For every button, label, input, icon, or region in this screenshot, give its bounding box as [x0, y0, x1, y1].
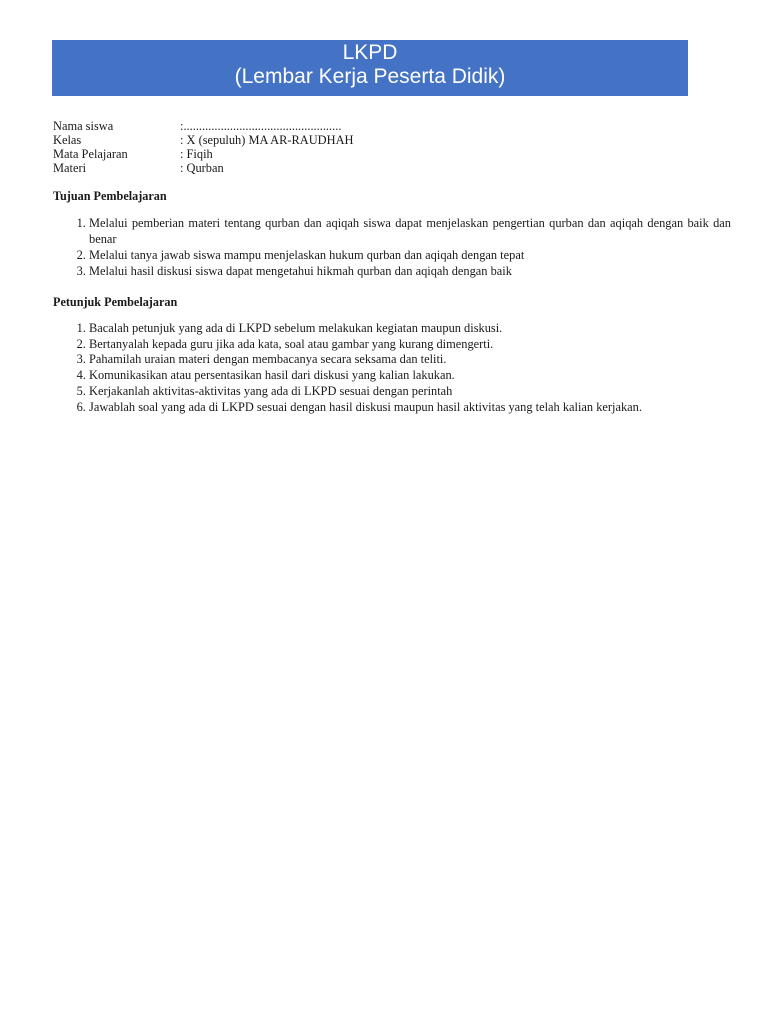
info-value: :...................................................: [180, 119, 342, 133]
info-row-mata-pelajaran: [53, 147, 353, 161]
info-label: Mata Pelajaran: [53, 147, 128, 161]
list-item: 2. Bertanyalah kepada guru jika ada kata, soal atau gambar yang kurang dimengerti.: [89, 337, 731, 353]
info-row-kelas: [53, 133, 353, 147]
info-label: Nama siswa: [53, 119, 114, 133]
list-item: 4. Komunikasikan atau persentasikan hasil dari diskusi yang kalian lakukan.: [89, 368, 731, 384]
list-item: 3. Pahamilah uraian materi dengan membacanya secara seksama dan teliti.: [89, 352, 731, 368]
document-title: LKPD: [342, 41, 398, 64]
document-subtitle: (Lembar Kerja Peserta Didik): [234, 65, 506, 88]
tujuan-list: [53, 215, 731, 279]
info-value: : Fiqih: [180, 147, 213, 161]
petunjuk-heading: Petunjuk Pembelajaran: [53, 295, 178, 309]
student-info-table: [53, 119, 353, 175]
info-row-materi: [53, 161, 353, 175]
list-item: 3. Melalui hasil diskusi siswa dapat mengetahui hikmah qurban dan aqiqah dengan baik: [89, 263, 731, 279]
petunjuk-list: [53, 321, 731, 415]
list-item: 2. Melalui tanya jawab siswa mampu menjelaskan hukum qurban dan aqiqah dengan tepat: [89, 247, 731, 263]
list-item: 6. Jawablah soal yang ada di LKPD sesuai dengan hasil diskusi maupun hasil aktivitas yang telah kalian kerjakan.: [89, 400, 731, 416]
info-label: Kelas: [53, 133, 82, 147]
list-item: 1. Bacalah petunjuk yang ada di LKPD sebelum melakukan kegiatan maupun diskusi.: [89, 321, 731, 337]
title-banner: [52, 40, 688, 96]
document-body: [53, 119, 731, 415]
list-item: 1. Melalui pemberian materi tentang qurban dan aqiqah siswa dapat menjelaskan pengertian qurban dan aqiqah dengan baik dan benar: [89, 215, 731, 247]
list-item: 5. Kerjakanlah aktivitas-aktivitas yang ada di LKPD sesuai dengan perintah: [89, 384, 731, 400]
info-value: : Qurban: [180, 161, 224, 175]
tujuan-heading: Tujuan Pembelajaran: [53, 189, 167, 203]
info-label: Materi: [53, 161, 87, 175]
info-row-nama-siswa: [53, 119, 353, 133]
info-value: : X (sepuluh) MA AR-RAUDHAH: [180, 133, 354, 147]
